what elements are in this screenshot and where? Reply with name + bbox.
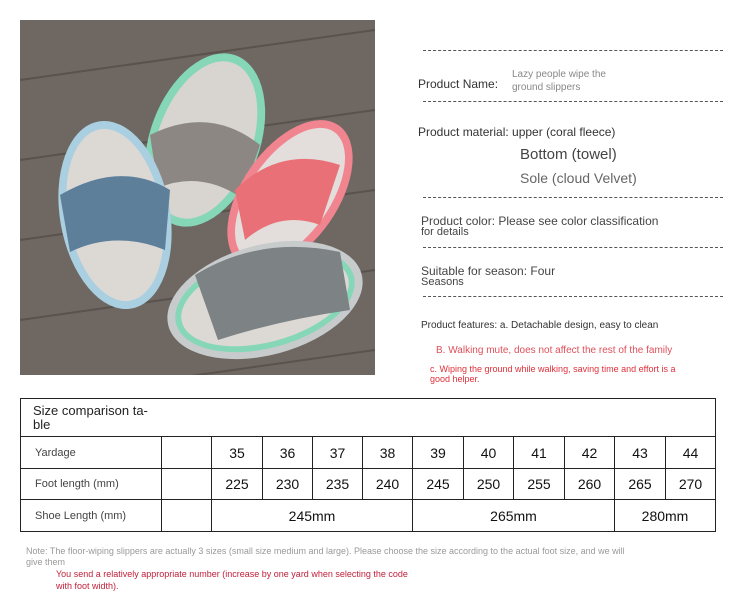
product-color-line2: for details — [421, 226, 469, 238]
table-row-yardage — [21, 437, 716, 469]
table-cell: 36 — [263, 437, 313, 469]
product-name-value-line1: Lazy people wipe the — [512, 69, 606, 80]
table-cell: 43 — [615, 437, 666, 469]
table-cell: 42 — [565, 437, 615, 469]
table-cell: 235 — [313, 469, 363, 500]
table-row-shoe-length — [21, 500, 716, 532]
table-cell: 240 — [363, 469, 413, 500]
table-cell: 245 — [413, 469, 464, 500]
empty-cell — [162, 437, 212, 469]
divider — [423, 247, 723, 248]
divider — [423, 197, 723, 198]
note-line4: with foot width). — [56, 581, 119, 591]
note-line3: You send a relatively appropriate number (increase by one yard when selecting the code — [56, 569, 408, 579]
feature-c-line1: c. Wiping the ground while walking, saving time and effort is a — [430, 364, 676, 374]
season-line2: Seasons — [421, 276, 464, 288]
season-line1: Suitable for season: Four — [421, 264, 556, 278]
product-photo — [20, 20, 375, 375]
material-label: Product material: upper (coral fleece) — [418, 125, 616, 139]
empty-cell — [162, 469, 212, 500]
table-cell: 280mm — [615, 500, 716, 532]
table-cell: 44 — [666, 437, 716, 469]
table-cell: 38 — [363, 437, 413, 469]
product-name-label: Product Name: — [418, 77, 499, 91]
row-label: Foot length (mm) — [21, 469, 162, 500]
table-title-line2: ble — [33, 416, 51, 432]
feature-b: B. Walking mute, does not affect the rest of the family — [436, 345, 673, 356]
table-cell: 270 — [666, 469, 716, 500]
table-row-foot-length — [21, 469, 716, 500]
table-cell: 250 — [464, 469, 514, 500]
divider — [423, 296, 723, 297]
row-label: Shoe Length (mm) — [21, 500, 162, 532]
product-name-value-line2: ground slippers — [512, 82, 581, 93]
table-cell: 265 — [615, 469, 666, 500]
note-line2: give them — [26, 557, 66, 567]
size-comparison-table — [20, 398, 716, 532]
table-cell: 265mm — [413, 500, 615, 532]
table-cell: 245mm — [212, 500, 413, 532]
table-cell: 40 — [464, 437, 514, 469]
table-cell: 255 — [514, 469, 565, 500]
empty-cell — [162, 500, 212, 532]
table-cell: 35 — [212, 437, 263, 469]
material-bottom: Bottom (towel) — [520, 146, 617, 163]
table-cell: 41 — [514, 437, 565, 469]
divider — [423, 50, 723, 51]
table-cell: 260 — [565, 469, 615, 500]
table-cell: 225 — [212, 469, 263, 500]
divider — [423, 101, 723, 102]
table-cell: 39 — [413, 437, 464, 469]
row-label: Yardage — [21, 437, 162, 469]
features-label: Product features: a. Detachable design, easy to clean — [421, 320, 659, 331]
table-title — [21, 399, 716, 437]
product-color-line1: Product color: Please see color classification — [421, 214, 659, 228]
feature-c-line2: good helper. — [430, 374, 480, 384]
table-cell: 230 — [263, 469, 313, 500]
note-line1: Note: The floor-wiping slippers are actually 3 sizes (small size medium and large). Please choose the size according to the actual foot size, and we will — [26, 546, 625, 556]
material-sole: Sole (cloud Velvet) — [520, 170, 637, 186]
table-title-line1: Size comparison ta- — [33, 402, 148, 418]
table-cell: 37 — [313, 437, 363, 469]
